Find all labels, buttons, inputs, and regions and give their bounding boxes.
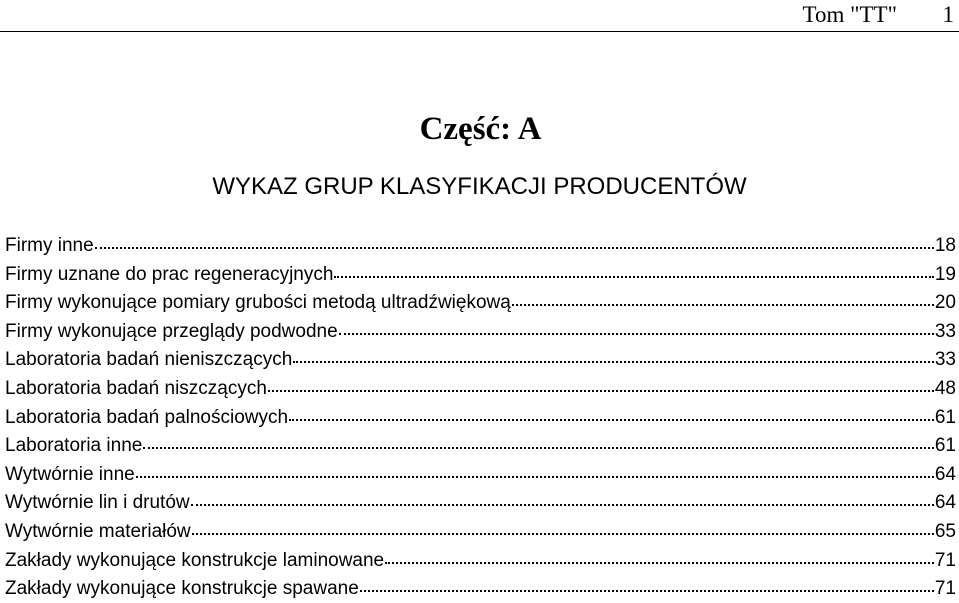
toc-entry[interactable]: [5, 574, 956, 603]
part-subtitle: WYKAZ GRUP KLASYFIKACJI PRODUCENTÓW: [212, 173, 747, 200]
toc-entry-page: 71: [934, 549, 956, 571]
toc-entry[interactable]: [5, 546, 956, 575]
toc-entry-page: 19: [934, 263, 956, 285]
toc-entry-label: Zakłady wykonujące konstrukcje spawane: [5, 578, 359, 600]
toc-entry[interactable]: [5, 345, 956, 374]
toc-entry-page: 65: [934, 520, 956, 542]
toc-entry-label: Firmy wykonujące przeglądy podwodne: [5, 320, 338, 342]
toc-leader-dots: [143, 431, 934, 451]
toc-entry-label: Laboratoria inne: [5, 435, 143, 457]
toc-leader-dots: [95, 231, 934, 251]
volume-title: Tom "TT": [802, 2, 897, 27]
toc-entry-page: 33: [934, 320, 956, 342]
toc-entry-page: 20: [934, 292, 956, 314]
toc-entry-page: 61: [934, 406, 956, 428]
toc-entry-label: Zakłady wykonujące konstrukcje laminowane: [5, 549, 385, 571]
toc-leader-dots: [289, 403, 934, 423]
toc-entry[interactable]: [5, 431, 956, 460]
toc-leader-dots: [339, 317, 934, 337]
toc-entry[interactable]: [5, 403, 956, 432]
toc-leader-dots: [192, 517, 934, 537]
toc-entry-page: 48: [934, 377, 956, 399]
toc-entry[interactable]: [5, 374, 956, 403]
toc-entry[interactable]: [5, 488, 956, 517]
page-number: 1: [942, 2, 954, 27]
running-header: [0, 0, 959, 32]
toc-entry-page: 33: [934, 349, 956, 371]
toc-entry-page: 64: [934, 492, 956, 514]
toc-entry-label: Laboratoria badań nieniszczących: [5, 349, 293, 371]
toc-entry-label: Wytwórnie materiałów: [5, 520, 191, 542]
toc-entry-label: Laboratoria badań niszczących: [5, 377, 267, 399]
toc-entry-label: Firmy wykonujące pomiary grubości metodą ultradźwiękową: [5, 292, 511, 314]
toc-entry-page: 18: [934, 235, 956, 256]
toc-entry-label: Firmy uznane do prac regeneracyjnych: [5, 263, 334, 285]
part-title-text: Część: A: [419, 111, 542, 147]
part-title: [0, 107, 959, 151]
toc-leader-dots: [268, 374, 934, 394]
toc-entry-page: 71: [934, 578, 956, 600]
toc-entry-label: Wytwórnie inne: [5, 463, 135, 485]
toc-entry-page: 61: [934, 435, 956, 457]
toc-entry[interactable]: [5, 317, 956, 346]
toc-entry-label: Laboratoria badań palnościowych: [5, 406, 289, 428]
toc-entry[interactable]: [5, 517, 956, 546]
toc-leader-dots: [293, 345, 934, 365]
toc-leader-dots: [191, 488, 934, 508]
toc-entry-label: Firmy inne: [5, 235, 94, 256]
toc-leader-dots: [334, 260, 933, 280]
toc-leader-dots: [136, 460, 934, 480]
table-of-contents: [5, 231, 956, 603]
toc-leader-dots: [360, 574, 934, 594]
toc-entry[interactable]: [5, 288, 956, 317]
toc-entry-label: Wytwórnie lin i drutów: [5, 492, 190, 514]
toc-entry[interactable]: [5, 260, 956, 289]
toc-entry[interactable]: [5, 460, 956, 489]
toc-leader-dots: [385, 546, 934, 566]
toc-entry[interactable]: [5, 231, 956, 260]
toc-leader-dots: [512, 288, 934, 308]
toc-entry-page: 64: [934, 463, 956, 485]
